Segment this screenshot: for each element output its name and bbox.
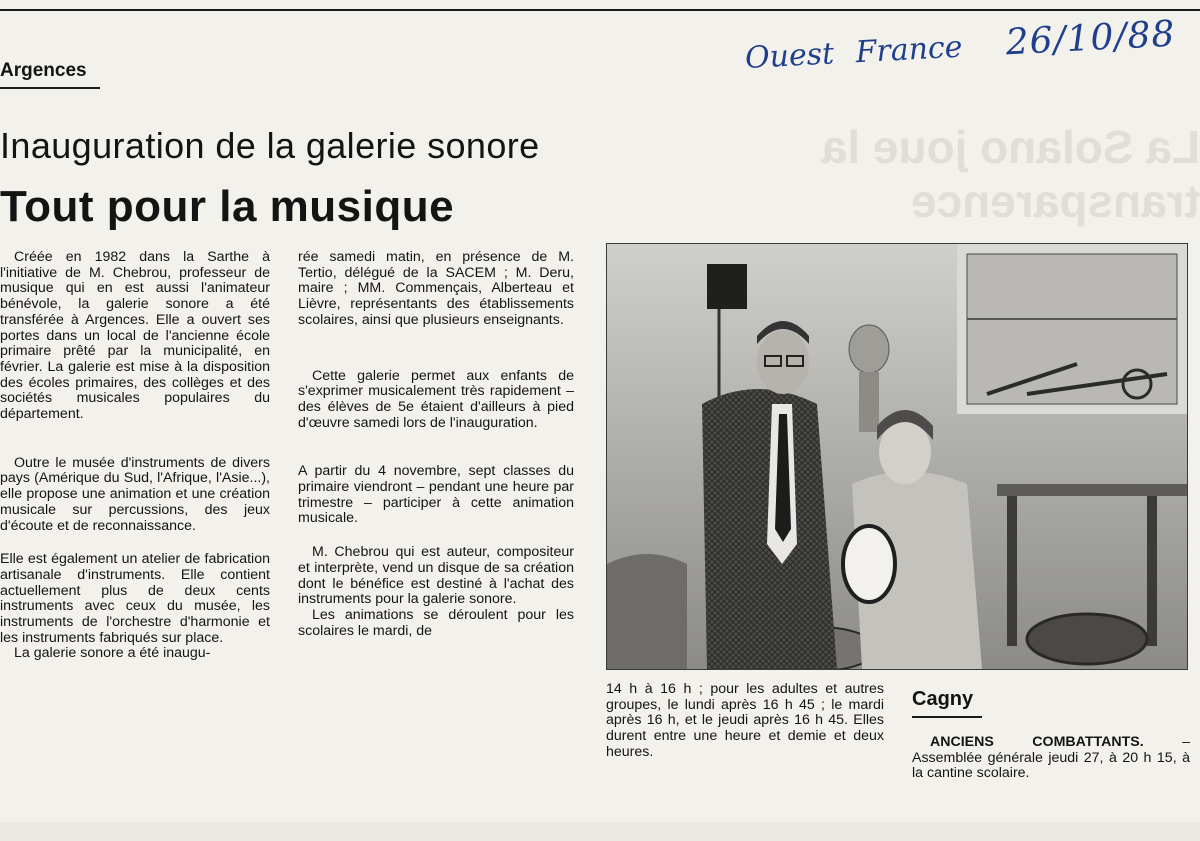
- article-kicker: Inauguration de la galerie sonore: [0, 125, 540, 166]
- handwritten-newspaper: Ouest: [744, 36, 836, 76]
- article-photo: [606, 243, 1188, 670]
- paragraph: Elle est également un atelier de fabrication artisanale d'instruments. Elle contient actuellement plus de deux cents instruments avec ceux du musée, les instruments de l'orchestre d'harmonie et les instruments fabriqués sur place.: [0, 551, 270, 646]
- notice-body: – Assemblée générale jeudi 27, à 20 h 15, à la cantine scolaire.: [912, 734, 1190, 782]
- section-underline: [0, 87, 100, 89]
- section-heading-argences: Argences: [0, 60, 87, 81]
- paragraph: A partir du 4 novembre, sept classes du primaire viendront – pendant une heure par trimestre – participer à cette animation musicale.: [298, 463, 574, 527]
- section-heading-cagny: Cagny: [912, 688, 974, 710]
- article-column-3: 14 h à 16 h ; pour les adultes et autres groupes, le lundi après 16 h 45 ; le mardi après 16 h, et le jeudi après 16 h 45. Elles durent entre une heure et demie et deux heures.: [606, 681, 884, 760]
- show-through-text: La Solano joue la transparence: [821, 121, 1200, 227]
- clipping-bottom-edge: [0, 822, 1200, 841]
- paragraph: Outre le musée d'instruments de divers pays (Amérique du Sud, l'Afrique, l'Asie...), elle propose une animation et une création musicale sur percussions, des jeux d'écoute et de reconnaissance.: [0, 454, 270, 534]
- cagny-notice: [912, 735, 1190, 782]
- paragraph: Cette galerie permet aux enfants de s'exprimer musicalement très rapidement – des élèves de 5e étaient d'ailleurs à pied d'œuvre samedi lors de l'inauguration.: [298, 367, 574, 431]
- paragraph: Les animations se déroulent pour les scolaires le mardi, de: [298, 606, 574, 639]
- paragraph: M. Chebrou qui est auteur, compositeur et interprète, vend un disque de sa création dont le bénéfice est destiné à l'achat des instruments pour la galerie sonore.: [298, 544, 574, 608]
- top-rule: [0, 9, 1200, 11]
- article-column-2: [298, 250, 574, 639]
- article-column-1: [0, 250, 270, 662]
- paragraph: La galerie sonore a été inaugu-: [14, 645, 211, 662]
- paragraph: rée samedi matin, en présence de M. Tertio, délégué de la SACEM ; M. Deru, maire ; MM. Commençais, Alberteau et Lièvre, représentants des établissements scolaires, ainsi que plusieurs enseignants.: [298, 249, 574, 328]
- section-underline: [912, 716, 982, 718]
- handwritten-source-note: [744, 13, 1176, 76]
- paragraph: Créée en 1982 dans la Sarthe à l'initiative de M. Chebrou, professeur de musique qui en est aussi l'animateur bénévole, la galerie sonore a été transférée à Argences. Elle a ouvert ses portes dans un local de l'ancienne école primaire prêté par la municipalité, en février. La galerie est mise à la disposition des écoles primaires, des collèges et des sociétés musicales populaires du département.: [0, 249, 270, 423]
- notice-title: ANCIENS COMBATTANTS.: [930, 734, 1144, 750]
- paragraph: [912, 735, 1190, 782]
- handwritten-city: France: [854, 29, 964, 71]
- handwritten-date: 26/10/88: [1004, 13, 1177, 64]
- article-headline: Tout pour la musique: [0, 182, 455, 231]
